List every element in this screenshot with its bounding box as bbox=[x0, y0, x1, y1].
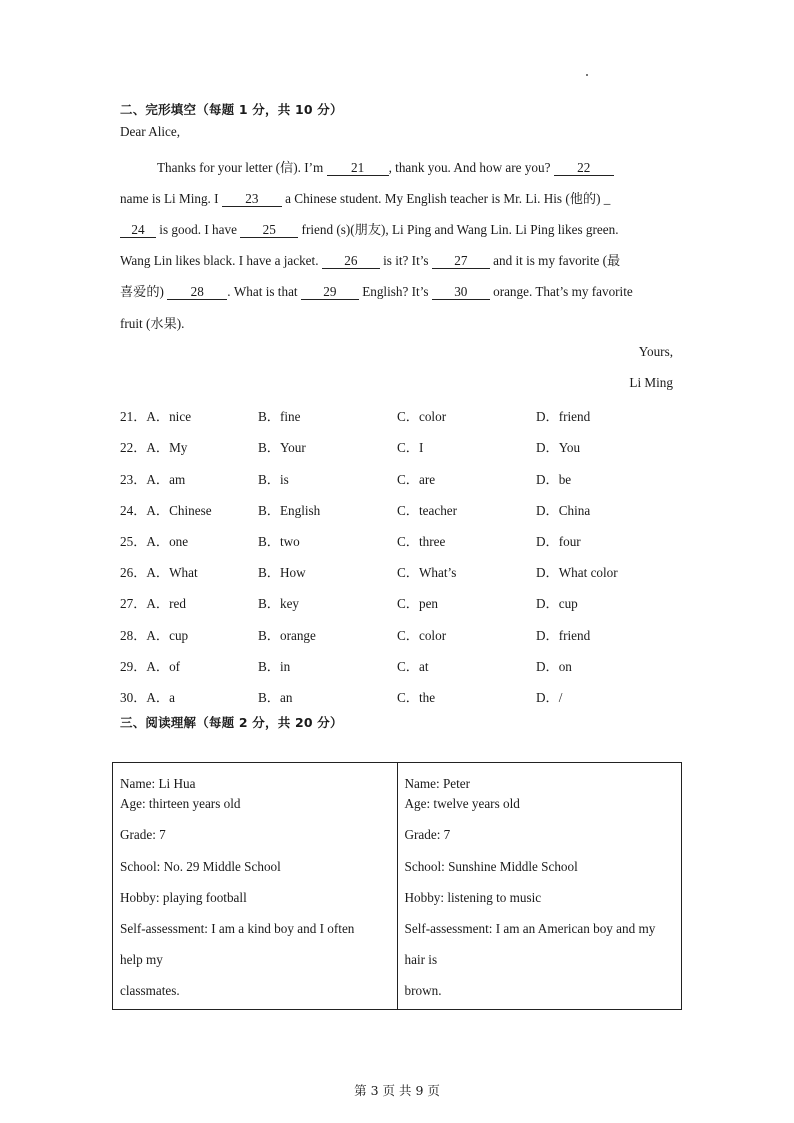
blank-29[interactable]: 29 bbox=[301, 285, 359, 300]
left-name: Name: Li Hua bbox=[120, 776, 196, 791]
option-30-b[interactable]: B．an bbox=[258, 690, 293, 705]
blank-24[interactable]: 24 bbox=[120, 223, 156, 238]
option-24-c[interactable]: C．teacher bbox=[397, 503, 458, 518]
question-27-options bbox=[120, 593, 680, 613]
right-school: School: Sunshine Middle School bbox=[404, 858, 578, 874]
stray-dot bbox=[586, 74, 588, 76]
letter-signature: Li Ming bbox=[629, 375, 673, 390]
option-21-c[interactable]: C．color bbox=[397, 409, 447, 424]
left-age: Age: thirteen years old bbox=[120, 796, 241, 812]
letter-line-5: 喜爱的) 28 . What is that 29 English? It’s 30 orange. That’s my favorite bbox=[120, 284, 633, 299]
option-27-d[interactable]: D．cup bbox=[536, 596, 578, 611]
question-22-options bbox=[120, 437, 680, 457]
option-30-a[interactable]: 30．A．a bbox=[120, 690, 175, 705]
option-30-c[interactable]: C．the bbox=[397, 690, 436, 705]
left-self-assessment-cont: help my bbox=[120, 952, 163, 968]
option-25-c[interactable]: C．three bbox=[397, 534, 446, 549]
question-30-options bbox=[120, 687, 680, 707]
option-25-b[interactable]: B．two bbox=[258, 534, 300, 549]
option-21-a[interactable]: 21．A．nice bbox=[120, 409, 192, 424]
option-21-d[interactable]: D．friend bbox=[536, 409, 591, 424]
option-23-b[interactable]: B．is bbox=[258, 472, 289, 487]
option-24-a[interactable]: 24．A．Chinese bbox=[120, 503, 212, 518]
letter-line-2: name is Li Ming. I 23 a Chinese student. My English teacher is Mr. Li. His (他的) _ bbox=[120, 191, 611, 206]
option-23-d[interactable]: D．be bbox=[536, 472, 572, 487]
option-23-c[interactable]: C．are bbox=[397, 472, 436, 487]
blank-26[interactable]: 26 bbox=[322, 254, 380, 269]
left-self-assessment: Self-assessment: I am a kind boy and I often bbox=[120, 920, 355, 936]
option-28-c[interactable]: C．color bbox=[397, 628, 447, 643]
option-26-c[interactable]: C．What’s bbox=[397, 565, 457, 580]
option-24-b[interactable]: B．English bbox=[258, 503, 321, 518]
left-hobby: Hobby: playing football bbox=[120, 889, 247, 905]
right-self-assessment: Self-assessment: I am an American boy and my bbox=[404, 920, 656, 936]
question-21-options bbox=[120, 406, 680, 426]
cloze-heading: 二、完形填空（每题 1 分，共 10 分） bbox=[120, 102, 343, 117]
option-29-a[interactable]: 29．A．of bbox=[120, 659, 181, 674]
right-grade: Grade: 7 bbox=[404, 827, 451, 843]
option-23-a[interactable]: 23．A．am bbox=[120, 472, 186, 487]
option-22-b[interactable]: B．Your bbox=[258, 440, 306, 455]
option-22-a[interactable]: 22．A．My bbox=[120, 440, 188, 455]
blank-21[interactable]: 21 bbox=[327, 161, 389, 176]
student-card-right bbox=[397, 763, 682, 1010]
letter-line-6: fruit (水果). bbox=[120, 316, 185, 331]
student-card-left bbox=[113, 763, 398, 1010]
question-24-options bbox=[120, 500, 680, 520]
question-29-options bbox=[120, 656, 680, 676]
letter-greeting: Dear Alice, bbox=[120, 124, 181, 139]
left-grade: Grade: 7 bbox=[120, 827, 166, 843]
student-info-table bbox=[112, 762, 682, 1010]
option-27-a[interactable]: 27．A．red bbox=[120, 596, 186, 611]
option-29-d[interactable]: D．on bbox=[536, 659, 572, 674]
option-28-d[interactable]: D．friend bbox=[536, 628, 591, 643]
option-30-d[interactable]: D．/ bbox=[536, 690, 563, 705]
right-self-assessment-cont: hair is bbox=[404, 952, 438, 968]
option-28-a[interactable]: 28．A．cup bbox=[120, 628, 189, 643]
option-26-b[interactable]: B．How bbox=[258, 565, 306, 580]
blank-30[interactable]: 30 bbox=[432, 285, 490, 300]
right-hobby: Hobby: listening to music bbox=[404, 889, 542, 905]
letter-line-3: 24 is good. I have 25 friend (s)(朋友), Li Ping and Wang Lin. Li Ping likes green. bbox=[120, 219, 619, 238]
right-age: Age: twelve years old bbox=[404, 796, 520, 812]
letter-line-4: Wang Lin likes black. I have a jacket. 26 is it? It’s 27 and it is my favorite (最 bbox=[120, 253, 621, 268]
blank-28[interactable]: 28 bbox=[167, 285, 227, 300]
option-25-d[interactable]: D．four bbox=[536, 534, 581, 549]
letter-closing: Yours, bbox=[638, 344, 673, 359]
option-27-c[interactable]: C．pen bbox=[397, 596, 439, 611]
option-29-b[interactable]: B．in bbox=[258, 659, 291, 674]
letter-line-1: Thanks for your letter (信). I’m 21 , thank you. And how are you? 22 bbox=[157, 157, 614, 176]
option-22-d[interactable]: D．You bbox=[536, 440, 581, 455]
left-self-assessment-end: classmates. bbox=[120, 983, 180, 999]
option-26-d[interactable]: D．What color bbox=[536, 565, 618, 580]
blank-25[interactable]: 25 bbox=[240, 223, 298, 238]
option-26-a[interactable]: 26．A．What bbox=[120, 565, 198, 580]
option-28-b[interactable]: B．orange bbox=[258, 628, 316, 643]
left-school: School: No. 29 Middle School bbox=[120, 858, 281, 874]
option-29-c[interactable]: C．at bbox=[397, 659, 429, 674]
right-self-assessment-end: brown. bbox=[404, 983, 442, 999]
question-23-options bbox=[120, 469, 680, 489]
option-22-c[interactable]: C．I bbox=[397, 440, 424, 455]
page-footer: 第 3 页 共 9 页 bbox=[354, 1083, 440, 1098]
question-25-options bbox=[120, 531, 680, 551]
blank-27[interactable]: 27 bbox=[432, 254, 490, 269]
option-27-b[interactable]: B．key bbox=[258, 596, 300, 611]
option-24-d[interactable]: D．China bbox=[536, 503, 591, 518]
right-name: Name: Peter bbox=[404, 776, 471, 791]
question-26-options bbox=[120, 562, 680, 582]
blank-23[interactable]: 23 bbox=[222, 192, 282, 207]
option-21-b[interactable]: B．fine bbox=[258, 409, 301, 424]
reading-heading: 三、阅读理解（每题 2 分，共 20 分） bbox=[120, 715, 343, 730]
blank-22[interactable]: 22 bbox=[554, 161, 614, 176]
option-25-a[interactable]: 25．A．one bbox=[120, 534, 189, 549]
question-28-options bbox=[120, 625, 680, 645]
